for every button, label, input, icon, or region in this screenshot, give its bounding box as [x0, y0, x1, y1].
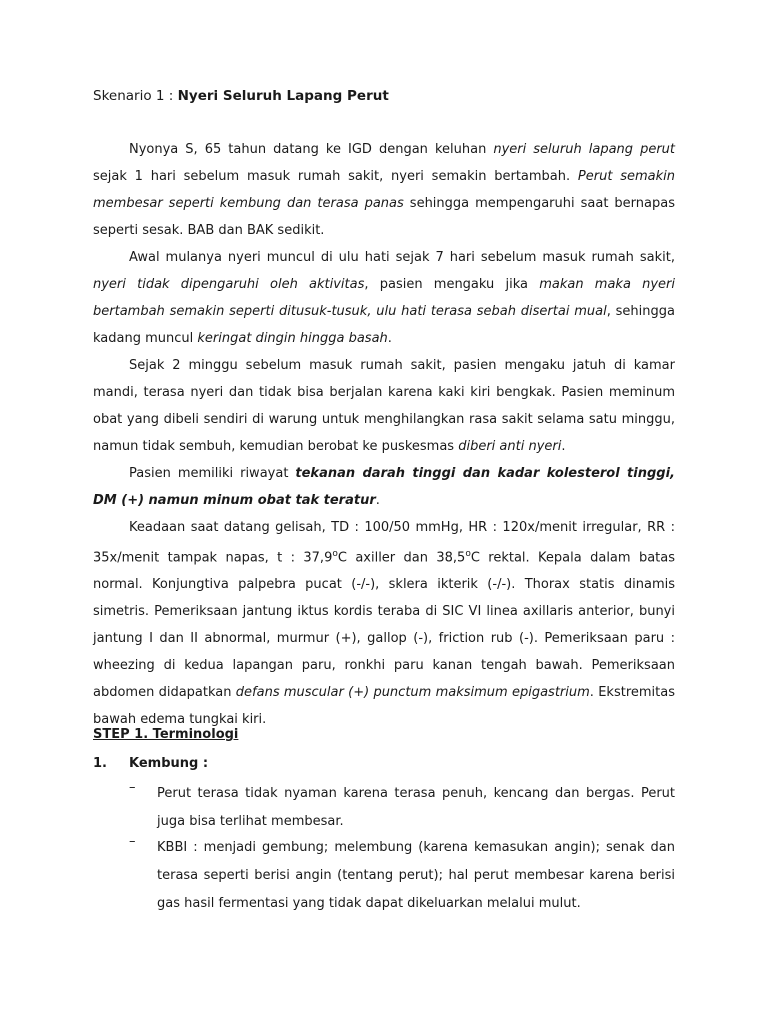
emphasis-text: makan maka nyeri bertambah semakin seperti ditusuk-tusuk, ulu hati terasa sebah disertai mual	[93, 277, 676, 319]
step-heading: STEP 1. Terminologi	[93, 727, 239, 742]
title-prefix: Skenario 1 :	[93, 88, 178, 104]
case-body	[93, 136, 675, 733]
emphasis-text: Perut semakin membesar seperti kembung dan terasa panas	[93, 169, 675, 211]
definition-text-1: Perut terasa tidak nyaman karena terasa penuh, kencang dan bergas. Perut juga bisa terlihat membesar.	[157, 786, 675, 829]
body-text: Pasien memiliki riwayat	[129, 466, 296, 481]
body-text: C axiller dan 38,5	[337, 550, 466, 566]
body-text: C rektal. Kepala dalam batas normal. Konjungtiva palpebra pucat (-/-), sklera ikterik (-/-). Thorax statis dinamis simetris. Pemeriksaan jantung iktus kordis teraba di SIC VI linea axillaris anterior, bunyi jantung I dan II abnormal, murmur (+), gallop (-), friction rub (-). Pemeriksaan paru : wheezing di kedua lapangan paru, ronkhi paru kanan tengah bawah. Pemeriksaan abdomen didapatkan	[93, 550, 675, 701]
term-number: 1.	[93, 756, 107, 771]
emphasis-text: diberi anti nyeri	[458, 439, 562, 454]
term-label: Kembung :	[129, 756, 209, 771]
body-text: , sehingga kadang muncul	[93, 304, 675, 346]
body-text: Awal mulanya nyeri muncul di ulu hati sejak 7 hari sebelum masuk rumah sakit,	[129, 250, 675, 265]
paragraph-1	[93, 136, 675, 244]
paragraph-4	[93, 460, 675, 514]
body-text: sehingga mempengaruhi saat bernapas seperti sesak. BAB dan BAK sedikit.	[93, 196, 675, 238]
body-text: , pasien mengaku jika	[364, 277, 540, 292]
term-row	[93, 756, 208, 771]
emphasis-text: keringat dingin hingga basah	[197, 331, 388, 346]
definition-item-2	[129, 834, 675, 918]
body-text: Keadaan saat datang gelisah, TD : 100/50 mmHg, HR : 120x/menit irregular, RR : 35x/menit tampak napas, t : 37,9	[93, 520, 675, 566]
dash-bullet: –	[129, 780, 136, 795]
dash-bullet: –	[129, 834, 136, 849]
paragraph-2	[93, 244, 675, 352]
body-text: .	[561, 439, 566, 454]
emphasis-text: nyeri tidak dipengaruhi oleh aktivitas	[93, 277, 365, 292]
emphasis-text: o	[332, 549, 338, 559]
body-text: .	[375, 493, 380, 508]
body-text: Nyonya S, 65 tahun datang ke IGD dengan keluhan	[129, 142, 494, 157]
emphasis-text: defans muscular (+) punctum maksimum epigastrium	[235, 685, 590, 701]
body-text: Sejak 2 minggu sebelum masuk rumah sakit, pasien mengaku jatuh di kamar mandi, terasa nyeri dan tidak bisa berjalan karena kaki kiri bengkak. Pasien meminum obat yang dibeli sendiri di warung untuk menghilangkan rasa sakit selama satu minggu, namun tidak sembuh, kemudian berobat ke puskesmas	[93, 358, 675, 454]
title-main: Nyeri Seluruh Lapang Perut	[177, 88, 389, 104]
body-text: sejak 1 hari sebelum masuk rumah sakit, nyeri semakin bertambah.	[93, 169, 578, 184]
paragraph-5	[93, 514, 675, 733]
definition-text-2: KBBI : menjadi gembung; melembung (karena kemasukan angin); senak dan terasa seperti berisi angin (tentang perut); hal perut membesar karena berisi gas hasil fermentasi yang tidak dapat dikeluarkan melalui mulut.	[157, 840, 675, 911]
body-text: .	[387, 331, 392, 346]
scenario-title	[93, 88, 389, 104]
definition-item-1	[129, 780, 675, 836]
emphasis-text: nyeri seluruh lapang perut	[493, 142, 675, 157]
emphasis-text: o	[465, 549, 471, 559]
body-text: . Ekstremitas bawah edema tungkai kiri.	[93, 685, 675, 728]
paragraph-3	[93, 352, 675, 460]
emphasis-text: tekanan darah tinggi dan kadar kolesterol tinggi, DM (+) namun minum obat tak teratur	[93, 466, 675, 508]
